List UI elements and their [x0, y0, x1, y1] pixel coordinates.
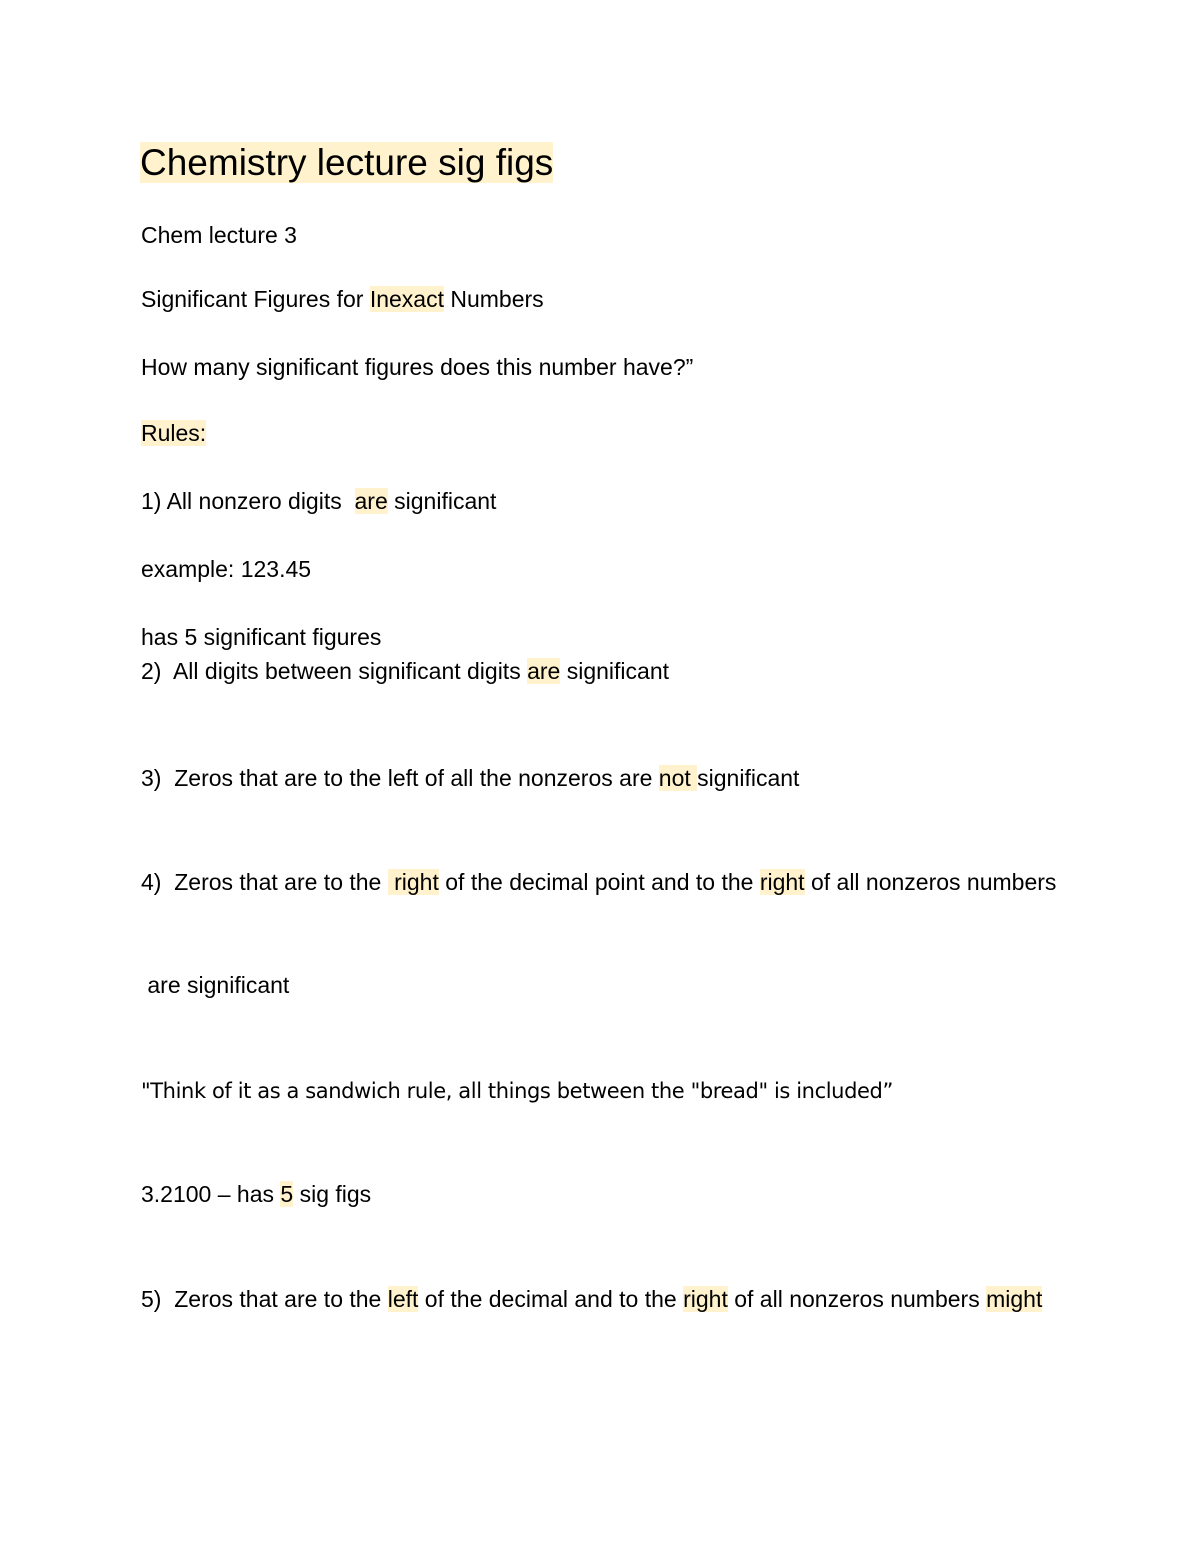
rule-4	[141, 867, 1056, 897]
rule-4-highlight-1: right	[387, 869, 439, 895]
rule-4-highlight-2: right	[759, 869, 805, 895]
rule-4-text-mid: of the decimal point and to the	[438, 869, 760, 895]
rule-2-highlight: are	[527, 658, 561, 684]
rule-5-highlight-2: right	[683, 1286, 728, 1312]
rule-5-text: 5) Zeros that are to the	[141, 1286, 388, 1312]
example-2-highlight: 5	[280, 1181, 294, 1207]
rule-3-highlight: not	[658, 765, 698, 791]
heading-text: Significant Figures for	[141, 286, 370, 312]
rule-5-highlight-3: might	[986, 1286, 1043, 1312]
rule-4-text-end: of all nonzeros numbers	[804, 869, 1057, 895]
rule-1-text: 1) All nonzero digits	[141, 488, 355, 514]
rule-5	[141, 1284, 1042, 1314]
heading-text-end: Numbers	[443, 286, 544, 312]
rule-5-highlight-1: left	[387, 1286, 419, 1312]
rule-4-text: 4) Zeros that are to the	[141, 869, 388, 895]
rule-5-text-mid-1: of the decimal and to the	[418, 1286, 684, 1312]
rule-3-text-end: significant	[697, 765, 800, 791]
rule-1	[141, 486, 496, 516]
sandwich-quote: "Think of it as a sandwich rule, all things between the "bread" is included”	[141, 1079, 893, 1103]
example-2-text-end: sig figs	[293, 1181, 372, 1207]
rule-3-text: 3) Zeros that are to the left of all the nonzeros are	[141, 765, 659, 791]
title-highlight: Chemistry lecture sig figs	[140, 142, 554, 183]
example-line: example: 123.45	[141, 556, 312, 582]
rule-1-highlight: are	[354, 488, 388, 514]
rule-2	[141, 656, 669, 686]
rule-2-text-end: significant	[560, 658, 670, 684]
rule-1-text-end: significant	[387, 488, 497, 514]
rule-5-text-mid-2: of all nonzeros numbers	[727, 1286, 987, 1312]
example-2	[141, 1179, 371, 1209]
example-2-text: 3.2100 – has	[141, 1181, 281, 1207]
question-text: How many significant figures does this number have?”	[141, 354, 694, 380]
rule-4-continuation: are significant	[141, 972, 290, 998]
rule-2-text: 2) All digits between significant digits	[141, 658, 528, 684]
document-title	[140, 140, 553, 186]
rules-label	[141, 418, 206, 448]
section-heading	[141, 284, 544, 314]
rule-3	[141, 763, 799, 793]
rules-highlight: Rules:	[141, 420, 207, 446]
lecture-subtitle: Chem lecture 3	[141, 222, 297, 248]
heading-highlight: Inexact	[369, 286, 444, 312]
example-result: has 5 significant figures	[141, 624, 382, 650]
